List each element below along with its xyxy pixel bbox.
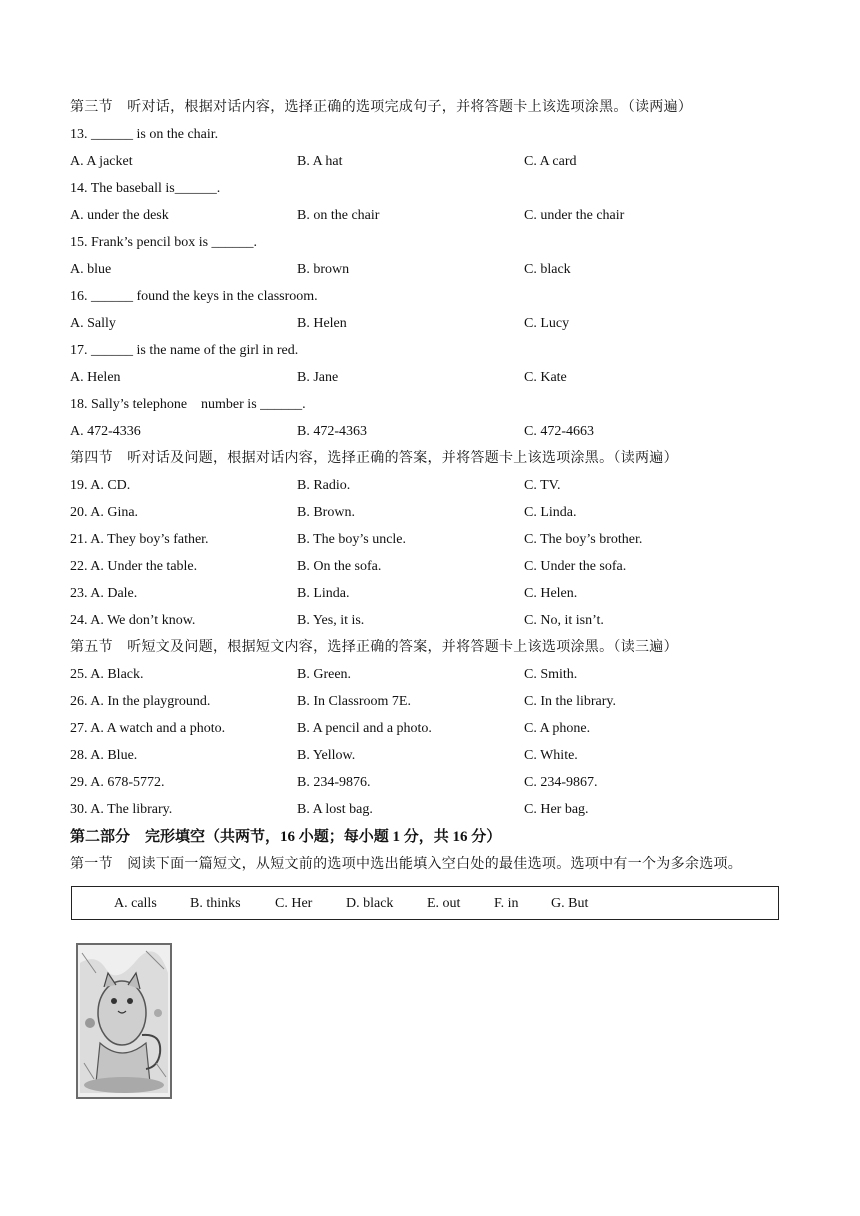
question-15-option-b: B. brown <box>297 262 350 277</box>
question-17-stem: 17. ______ is the name of the girl in red. <box>70 343 299 358</box>
question-25-option-b: B. Green. <box>297 667 352 682</box>
question-24-option-c: C. No, it isn’t. <box>524 613 604 628</box>
question-22-option-b: B. On the sofa. <box>297 559 382 574</box>
question-14-stem: 14. The baseball is______. <box>70 181 221 196</box>
question-20-option-b: B. Brown. <box>297 505 355 520</box>
question-18-option-a: A. 472-4336 <box>70 424 141 439</box>
question-13-stem: 13. ______ is on the chair. <box>70 127 219 142</box>
section-3-heading: 第三节 听对话，根据对话内容，选择正确的选项完成句子，并将答题卡上该选项涂黑。（读两遍） <box>70 100 693 115</box>
question-17-option-c: C. Kate <box>524 370 567 385</box>
question-17-option-a: A. Helen <box>70 370 121 385</box>
word-bank-option-d: D. black <box>346 896 394 911</box>
question-28-option-b: B. Yellow. <box>297 748 356 763</box>
question-20-option-a: 20. A. Gina. <box>70 505 139 520</box>
question-30-option-c: C. Her bag. <box>524 802 589 817</box>
cat-photo <box>76 943 172 1099</box>
question-24-option-a: 24. A. We don’t know. <box>70 613 196 628</box>
question-30-option-b: B. A lost bag. <box>297 802 373 817</box>
question-23-option-c: C. Helen. <box>524 586 578 601</box>
question-24-option-b: B. Yes, it is. <box>297 613 365 628</box>
section-5-heading: 第五节 听短文及问题，根据短文内容，选择正确的答案，并将答题卡上该选项涂黑。（读三遍） <box>70 640 678 655</box>
question-26-option-c: C. In the library. <box>524 694 617 709</box>
question-16-stem: 16. ______ found the keys in the classroom. <box>70 289 318 304</box>
word-bank-option-b: B. thinks <box>190 896 241 911</box>
question-22-option-c: C. Under the sofa. <box>524 559 627 574</box>
part-2-title: 第二部分 完形填空（共两节，16 小题；每小题 1 分，共 16 分） <box>70 829 502 845</box>
question-28-option-a: 28. A. Blue. <box>70 748 138 763</box>
question-21-option-b: B. The boy’s uncle. <box>297 532 407 547</box>
question-15-option-c: C. black <box>524 262 571 277</box>
question-20-option-c: C. Linda. <box>524 505 577 520</box>
question-26-option-a: 26. A. In the playground. <box>70 694 211 709</box>
question-13-option-c: C. A card <box>524 154 577 169</box>
section-4-heading: 第四节 听对话及问题，根据对话内容，选择正确的答案，并将答题卡上该选项涂黑。（读两遍） <box>70 451 678 466</box>
question-21-option-a: 21. A. They boy’s father. <box>70 532 209 547</box>
question-14-option-b: B. on the chair <box>297 208 380 223</box>
question-26-option-b: B. In Classroom 7E. <box>297 694 411 709</box>
question-16-option-c: C. Lucy <box>524 316 570 331</box>
question-30-option-a: 30. A. The library. <box>70 802 173 817</box>
question-15-option-a: A. blue <box>70 262 112 277</box>
question-19-option-a: 19. A. CD. <box>70 478 131 493</box>
question-22-option-a: 22. A. Under the table. <box>70 559 198 574</box>
question-27-option-c: C. A phone. <box>524 721 591 736</box>
word-bank-option-f: F. in <box>494 896 519 911</box>
word-bank-option-g: G. But <box>551 896 589 911</box>
question-19-option-c: C. TV. <box>524 478 561 493</box>
question-18-option-c: C. 472-4663 <box>524 424 594 439</box>
question-14-option-a: A. under the desk <box>70 208 169 223</box>
question-13-option-a: A. A jacket <box>70 154 133 169</box>
part-2-section-1-heading: 第一节 阅读下面一篇短文，从短文前的选项中选出能填入空白处的最佳选项。选项中有一个为多余选项。 <box>70 857 743 872</box>
question-29-option-c: C. 234-9867. <box>524 775 598 790</box>
question-17-option-b: B. Jane <box>297 370 339 385</box>
question-19-option-b: B. Radio. <box>297 478 351 493</box>
question-29-option-b: B. 234-9876. <box>297 775 371 790</box>
question-23-option-a: 23. A. Dale. <box>70 586 138 601</box>
word-bank-box <box>71 886 779 920</box>
question-13-option-b: B. A hat <box>297 154 343 169</box>
question-21-option-c: C. The boy’s brother. <box>524 532 643 547</box>
word-bank-option-a: A. calls <box>114 896 157 911</box>
question-28-option-c: C. White. <box>524 748 578 763</box>
question-27-option-a: 27. A. A watch and a photo. <box>70 721 226 736</box>
question-25-option-c: C. Smith. <box>524 667 578 682</box>
question-14-option-c: C. under the chair <box>524 208 625 223</box>
question-25-option-a: 25. A. Black. <box>70 667 144 682</box>
question-16-option-b: B. Helen <box>297 316 347 331</box>
question-23-option-b: B. Linda. <box>297 586 350 601</box>
question-29-option-a: 29. A. 678-5772. <box>70 775 165 790</box>
question-18-stem: 18. Sally’s telephone number is ______. <box>70 397 306 412</box>
question-27-option-b: B. A pencil and a photo. <box>297 721 432 736</box>
word-bank-option-e: E. out <box>427 896 461 911</box>
question-16-option-a: A. Sally <box>70 316 116 331</box>
word-bank-option-c: C. Her <box>275 896 313 911</box>
question-15-stem: 15. Frank’s pencil box is ______. <box>70 235 258 250</box>
question-18-option-b: B. 472-4363 <box>297 424 367 439</box>
